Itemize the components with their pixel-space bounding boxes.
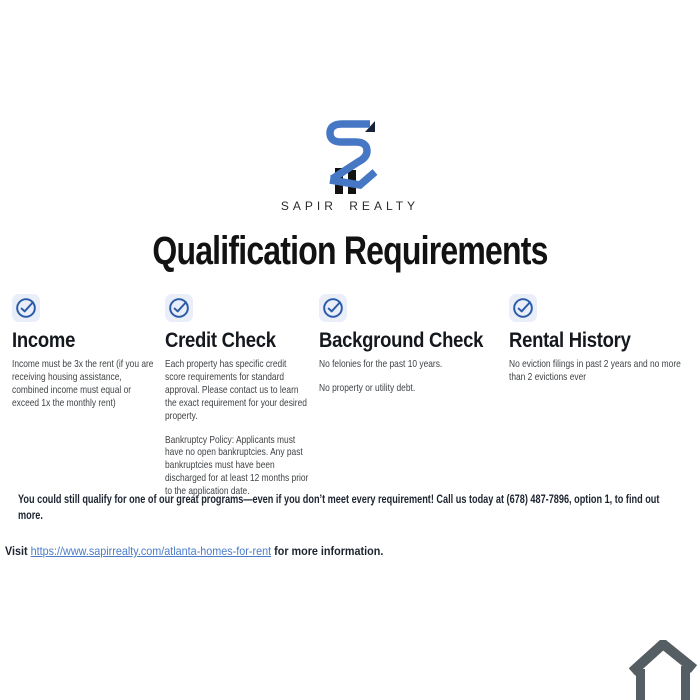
requirement-rental-history xyxy=(509,294,697,509)
page-title: Qualification Requirements xyxy=(152,229,548,273)
requirement-text: No eviction filings in past 2 years and no more than 2 evictions ever xyxy=(508,358,681,383)
requirement-credit-check xyxy=(165,294,309,509)
requirements-columns xyxy=(0,294,700,509)
brand-block xyxy=(0,0,700,213)
check-circle-icon xyxy=(509,294,537,322)
requirement-heading: Income xyxy=(12,329,76,352)
requirement-text: No property or utility debt. xyxy=(318,381,415,394)
sr-monogram-logo xyxy=(318,114,382,194)
requirement-heading: Rental History xyxy=(508,329,631,352)
visit-line xyxy=(5,544,383,558)
requirement-text: Each property has specific credit score requirements for standard approval. Please contact us to learn the exact requirement for your desired property. xyxy=(165,358,308,422)
requirement-text: No felonies for the past 10 years. xyxy=(318,358,442,370)
visit-suffix: for more information. xyxy=(274,544,384,558)
requirement-text: Income must be 3x the rent (if you are receiving housing assistance, combined income must equal or exceed 1x the monthly rent) xyxy=(12,358,154,409)
requirement-text: Bankruptcy Policy: Applicants must have no open bankruptcies. Any past bankruptcies must have been discharged for at least 12 months prior to the application date. xyxy=(165,433,309,498)
check-circle-icon xyxy=(165,294,193,322)
check-circle-icon xyxy=(319,294,347,322)
requirement-heading: Credit Check xyxy=(165,329,277,352)
check-circle-icon xyxy=(12,294,40,322)
qualify-note: You could still qualify for one of our great programs—even if you don’t meet every requirement! Call us today at (678) 487-7896, option 1, to find out more. xyxy=(18,494,660,523)
website-link[interactable]: https://www.sapirrealty.com/atlanta-homes-for-rent xyxy=(30,544,272,558)
requirement-background-check xyxy=(319,294,500,509)
visit-prefix: Visit xyxy=(5,544,28,558)
requirement-income xyxy=(12,294,156,509)
house-icon xyxy=(629,640,697,700)
requirement-heading: Background Check xyxy=(318,329,483,352)
brand-name: SAPIR REALTY xyxy=(280,199,420,213)
